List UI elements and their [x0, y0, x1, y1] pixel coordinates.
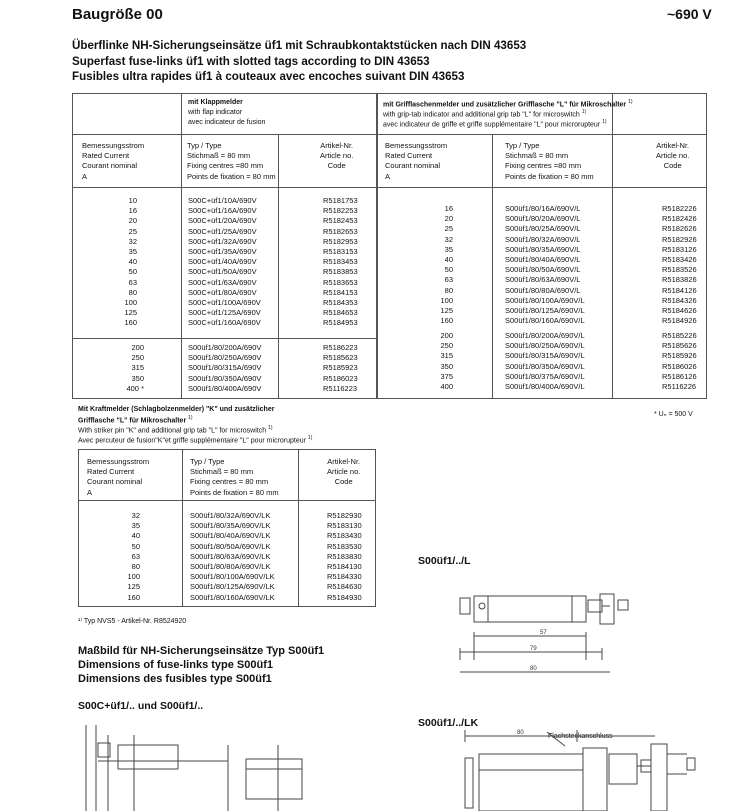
- article-number-cell: R5116223: [323, 383, 358, 393]
- page-title: Baugröße 00: [72, 6, 163, 23]
- type-cell: S00üf1/80/100A/690V/LK: [190, 572, 275, 582]
- article-number-cell: R5185226: [662, 331, 697, 340]
- subtitle-en: Superfast fuse-links üf1 with slotted tags according to DIN 43653: [72, 55, 430, 68]
- rated-current-cell: 35: [444, 244, 453, 254]
- dim-57-label: 57: [540, 630, 547, 636]
- table1-group-title: mit Klappmelder: [188, 99, 243, 106]
- article-number-cell: R5184353: [323, 297, 358, 307]
- rated-current-cell: 32: [444, 234, 453, 244]
- drawing-lk-variant: [455, 724, 751, 811]
- type-cell: S00üf1/80/50A/690V/L: [505, 265, 581, 275]
- article-number-cell: R5184153: [323, 287, 358, 297]
- type-cell: S00üf1/80/50A/690V/LK: [190, 541, 271, 551]
- article-number-cell: R5184630: [327, 582, 362, 592]
- article-number-cell: R5184930: [327, 592, 362, 602]
- type-cell: S00üf1/80/80A/690V/LK: [190, 561, 271, 571]
- type-cell: S00üf1/80/32A/690V/L: [505, 234, 581, 244]
- article-number-cell: R5184926: [662, 316, 697, 326]
- rated-current-cell: 50: [128, 267, 137, 277]
- article-number-cell: R5185626: [662, 341, 697, 351]
- rated-current-cell: 63: [131, 551, 140, 561]
- rated-current-cell: 100: [127, 572, 140, 582]
- article-number-cell: R5185926: [662, 351, 697, 361]
- rated-current-cell: 40: [131, 531, 140, 541]
- type-cell: S00üf1/80/315A/690V: [188, 363, 262, 373]
- rated-current-cell: 400: [440, 381, 453, 391]
- dimension-label-standard: S00C+üf1/.. und S00üf1/..: [78, 700, 204, 712]
- article-number-cell: R5182426: [662, 214, 697, 224]
- rated-current-cell: 250: [440, 341, 453, 351]
- table1-types-b: [188, 343, 261, 394]
- article-number-cell: R5185923: [323, 363, 358, 373]
- article-number-cell: R5182626: [662, 224, 697, 234]
- table1-header-article: Artikel-Nr. Article no. Code: [320, 141, 354, 171]
- article-number-cell: R5183426: [662, 254, 697, 264]
- article-number-cell: R5181753: [323, 196, 358, 205]
- table2-articles-b: [662, 331, 697, 392]
- table3-group-fr: Avec percuteur de fusion"K"et griffe supplémentaire "L" pour microrupteur $^{1)}$: [78, 435, 313, 445]
- table1-group-fr: avec indicateur de fusion: [188, 119, 266, 126]
- table2-currents-a: [408, 204, 453, 326]
- table2-articles-a: [662, 204, 697, 326]
- dim-79-label: 79: [530, 646, 537, 652]
- type-cell: S00üf1/80/100A/690V/L: [505, 295, 585, 305]
- type-cell: S00üf1/80/200A/690V: [188, 343, 262, 352]
- type-cell: S00üf1/80/35A/690V/LK: [190, 521, 271, 531]
- rated-current-cell: 125: [127, 582, 140, 592]
- article-number-cell: R5183530: [327, 541, 362, 551]
- type-cell: S00üf1/80/80A/690V/L: [505, 285, 581, 295]
- table2-group-fr: avec indicateur de griffe et griffe supplémentaire "L" pour microrupteur $^{1)}$: [383, 119, 607, 129]
- article-number-cell: R5186023: [323, 373, 358, 383]
- type-cell: S00C+üf1/50A/690V: [188, 267, 257, 277]
- rated-current-cell: 160: [127, 592, 140, 602]
- rated-current-cell: 35: [128, 246, 137, 256]
- rated-current-cell: 400 *: [126, 383, 144, 393]
- type-cell: S00üf1/80/63A/690V/L: [505, 275, 581, 285]
- rated-current-cell: 32: [128, 236, 137, 246]
- table2-header-type: Typ / Type Stichmaß = 80 mm Fixing centres =80 mm Points de fixation = 80 mm: [505, 141, 594, 181]
- type-cell: S00üf1/80/350A/690V: [188, 373, 262, 383]
- table1-group-en: with flap indicator: [188, 109, 243, 116]
- table3-group-en: With striker pin "K" and additional grip tab "L" for microswitch $^{1)}$: [78, 425, 273, 435]
- table2-currents-b: [408, 331, 453, 392]
- rated-current-cell: 35: [131, 521, 140, 531]
- type-cell: S00C+üf1/16A/690V: [188, 206, 257, 216]
- type-cell: S00üf1/80/160A/690V/LK: [190, 592, 275, 602]
- table3-header-article: Artikel-Nr. Article no. Code: [327, 457, 361, 487]
- flat-plug-label: Flachsteckanschluss: [548, 733, 613, 740]
- type-cell: S00C+üf1/10A/690V: [188, 196, 257, 205]
- rated-current-cell: 80: [444, 285, 453, 295]
- rated-current-cell: 16: [444, 204, 453, 213]
- article-number-cell: R5182930: [327, 511, 362, 520]
- article-number-cell: R5183126: [662, 244, 697, 254]
- table1-currents-b: [92, 343, 144, 394]
- type-cell: S00C+üf1/35A/690V: [188, 246, 257, 256]
- type-cell: S00C+üf1/32A/690V: [188, 236, 257, 246]
- article-number-cell: R5183453: [323, 257, 358, 267]
- type-cell: S00C+üf1/40A/690V: [188, 257, 257, 267]
- dim-80b-label: 80: [517, 730, 524, 736]
- article-number-cell: R5184130: [327, 561, 362, 571]
- article-number-cell: R5185623: [323, 353, 358, 363]
- table1-header-type: Typ / Type Stichmaß = 80 mm Fixing centres =80 mm Points de fixation = 80 mm: [187, 141, 276, 181]
- type-cell: S00C+üf1/160A/690V: [188, 318, 261, 328]
- footnote-type: ¹⁾ Typ NVS5 - Artikel-Nr. R8524920: [78, 618, 187, 625]
- article-number-cell: R5182453: [323, 216, 358, 226]
- rated-current-cell: 100: [124, 297, 137, 307]
- type-cell: S00üf1/80/200A/690V/L: [505, 331, 585, 340]
- rated-current-cell: 20: [444, 214, 453, 224]
- table2-header-current: Bemessungsstrom Rated Current Courant nominal A: [385, 141, 448, 181]
- article-number-cell: R5184330: [327, 572, 362, 582]
- dimensions-title-fr: Dimensions des fusibles type S00üf1: [78, 673, 272, 685]
- article-number-cell: R5184626: [662, 305, 697, 315]
- table2-group-en: with grip-tab indicator and additional grip tab "L" for microswitch $^{1)}$: [383, 109, 587, 119]
- table2-group-title: mit Grifflaschenmelder und zusätzlicher Grifflasche "L" für Mikroschalter $^{1)}$: [383, 99, 633, 109]
- type-cell: S00üf1/80/375A/690V/L: [505, 371, 585, 381]
- table3-group-title: Mit Kraftmelder (Schlagbolzenmelder) "K" und zusätzlicher Grifflasche "L" für Mikroschalter $^{1)}$: [78, 406, 275, 425]
- rated-current-cell: 350: [440, 361, 453, 371]
- rated-current-cell: 16: [128, 206, 137, 216]
- rated-current-cell: 20: [128, 216, 137, 226]
- rated-current-cell: 63: [444, 275, 453, 285]
- subtitle-fr: Fusibles ultra rapides üf1 à couteaux avec encoches suivant DIN 43653: [72, 70, 465, 83]
- article-number-cell: R5183853: [323, 267, 358, 277]
- type-cell: S00C+üf1/63A/690V: [188, 277, 257, 287]
- article-number-cell: R5182253: [323, 206, 358, 216]
- rated-current-cell: 40: [444, 254, 453, 264]
- table1-articles-b: [323, 343, 358, 394]
- rated-current-cell: 25: [444, 224, 453, 234]
- rated-current-cell: 160: [440, 316, 453, 326]
- subtitle-de: Überflinke NH-Sicherungseinsätze üf1 mit Schraubkontaktstücken nach DIN 43653: [72, 39, 527, 52]
- table2-footnote-star: * Uₙ = 500 V: [654, 411, 693, 418]
- rated-current-cell: 25: [128, 226, 137, 236]
- article-number-cell: R5186223: [323, 343, 358, 352]
- type-cell: S00üf1/80/125A/690V/LK: [190, 582, 275, 592]
- type-cell: S00üf1/80/125A/690V/L: [505, 305, 585, 315]
- rated-current-cell: 315: [440, 351, 453, 361]
- rated-current-cell: 125: [124, 308, 137, 318]
- type-cell: S00üf1/80/25A/690V/L: [505, 224, 581, 234]
- drawing-standard: [78, 715, 348, 811]
- article-number-cell: R5183153: [323, 246, 358, 256]
- article-number-cell: R5183130: [327, 521, 362, 531]
- article-number-cell: R5183826: [662, 275, 697, 285]
- article-number-cell: R5183526: [662, 265, 697, 275]
- article-number-cell: R5182953: [323, 236, 358, 246]
- article-number-cell: R5182926: [662, 234, 697, 244]
- type-cell: S00üf1/80/35A/690V/L: [505, 244, 581, 254]
- rated-current-cell: 315: [131, 363, 144, 373]
- dimensions-title-de: Maßbild für NH-Sicherungseinsätze Typ S00üf1: [78, 645, 325, 657]
- rated-current-cell: 200: [131, 343, 144, 352]
- article-number-cell: R5182653: [323, 226, 358, 236]
- table1-currents-a: [92, 196, 137, 328]
- article-number-cell: R5183653: [323, 277, 358, 287]
- rated-current-cell: 80: [131, 561, 140, 571]
- type-cell: S00C+üf1/20A/690V: [188, 216, 257, 226]
- type-cell: S00üf1/80/160A/690V/L: [505, 316, 585, 326]
- dimension-label-l: S00üf1/../L: [418, 555, 471, 567]
- table1-articles-a: [323, 196, 358, 328]
- rated-current-cell: 250: [131, 353, 144, 363]
- rated-current-cell: 10: [128, 196, 137, 205]
- dimension-label-lk: S00üf1/../LK: [418, 717, 479, 729]
- rated-current-cell: 125: [440, 305, 453, 315]
- drawing-l-variant: [450, 570, 650, 680]
- article-number-cell: R5183430: [327, 531, 362, 541]
- rated-current-cell: 80: [128, 287, 137, 297]
- type-cell: S00C+üf1/125A/690V: [188, 308, 261, 318]
- type-cell: S00üf1/80/350A/690V/L: [505, 361, 585, 371]
- table1-types-a: [188, 196, 261, 328]
- rated-current-cell: 63: [128, 277, 137, 287]
- article-number-cell: R5184326: [662, 295, 697, 305]
- article-number-cell: R5182226: [662, 204, 697, 213]
- table3-header-type: Typ / Type Stichmaß = 80 mm Fixing centres = 80 mm Points de fixation = 80 mm: [190, 457, 279, 497]
- rated-current-cell: 40: [128, 257, 137, 267]
- rated-current-cell: 200: [440, 331, 453, 340]
- type-cell: S00üf1/80/40A/690V/LK: [190, 531, 271, 541]
- article-number-cell: R5183830: [327, 551, 362, 561]
- table3-currents: [95, 511, 140, 603]
- table3-types: [190, 511, 275, 603]
- type-cell: S00C+üf1/25A/690V: [188, 226, 257, 236]
- table3-articles: [327, 511, 362, 603]
- table3-header-current: Bemessungsstrom Rated Current Courant nominal A: [87, 457, 150, 497]
- type-cell: S00üf1/80/40A/690V/L: [505, 254, 581, 264]
- type-cell: S00üf1/80/250A/690V: [188, 353, 262, 363]
- article-number-cell: R5184953: [323, 318, 358, 328]
- table2-types-a: [505, 204, 585, 326]
- article-number-cell: R5186026: [662, 361, 697, 371]
- table2-header-article: Artikel-Nr. Article no. Code: [656, 141, 690, 171]
- type-cell: S00C+üf1/100A/690V: [188, 297, 261, 307]
- dim-80-label: 80: [530, 666, 537, 672]
- article-number-cell: R5184653: [323, 308, 358, 318]
- type-cell: S00üf1/80/16A/690V/L: [505, 204, 581, 213]
- table2-types-b: [505, 331, 585, 392]
- type-cell: S00üf1/80/400A/690V: [188, 383, 262, 393]
- type-cell: S00üf1/80/20A/690V/L: [505, 214, 581, 224]
- rated-current-cell: 50: [444, 265, 453, 275]
- rated-current-cell: 100: [440, 295, 453, 305]
- type-cell: S00üf1/80/32A/690V/LK: [190, 511, 271, 520]
- rated-current-cell: 160: [124, 318, 137, 328]
- article-number-cell: R5186126: [662, 371, 697, 381]
- table1-header-current: Bemessungsstrom Rated Current Courant nominal A: [82, 141, 145, 181]
- article-number-cell: R5116226: [662, 381, 697, 391]
- type-cell: S00üf1/80/315A/690V/L: [505, 351, 585, 361]
- dimensions-title-en: Dimensions of fuse-links type S00üf1: [78, 659, 273, 671]
- type-cell: S00üf1/80/400A/690V/L: [505, 381, 585, 391]
- type-cell: S00üf1/80/250A/690V/L: [505, 341, 585, 351]
- rated-current-cell: 375: [440, 371, 453, 381]
- rated-current-cell: 32: [131, 511, 140, 520]
- rated-current-cell: 350: [131, 373, 144, 383]
- article-number-cell: R5184126: [662, 285, 697, 295]
- voltage-label: ~690 V: [667, 6, 712, 22]
- type-cell: S00üf1/80/63A/690V/LK: [190, 551, 271, 561]
- type-cell: S00C+üf1/80A/690V: [188, 287, 257, 297]
- rated-current-cell: 50: [131, 541, 140, 551]
